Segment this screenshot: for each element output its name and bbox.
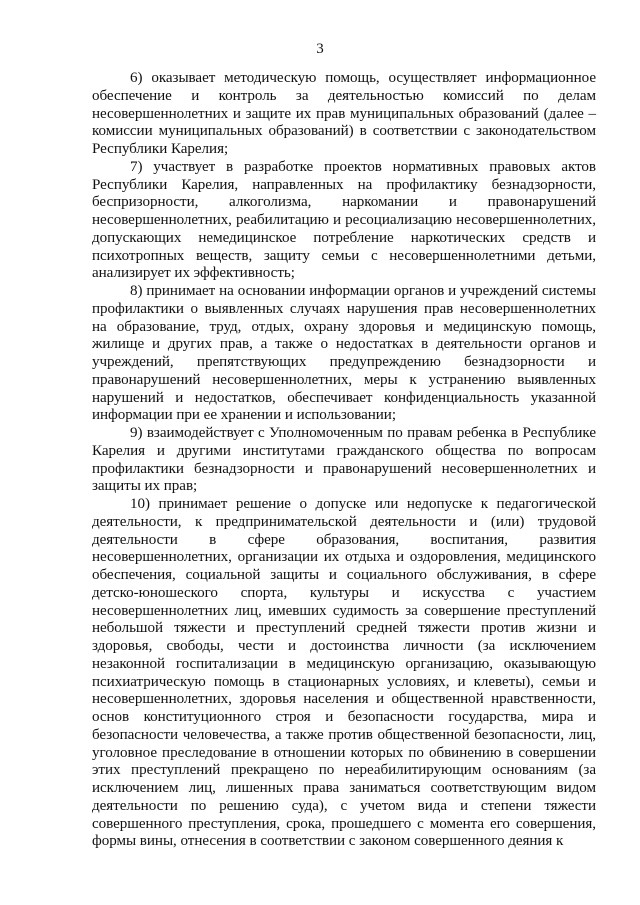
paragraph-item-7: 7) участвует в разработке проектов нормативных правовых актов Республики Карелия, направленных на профилактику безнадзорности, беспризорности, алкоголизма, наркомании и правонарушений несовершеннолетних, реабилитацию и ресоциализацию несовершеннолетних, допускающих немедицинское потребление наркотических средств и психотропных веществ, защиту семьи с несовершеннолетними детьми, анализирует их эффективность;: [92, 158, 596, 282]
page-number: 3: [316, 41, 324, 57]
paragraph-item-8: 8) принимает на основании информации органов и учреждений системы профилактики о выявленных случаях нарушения прав несовершеннолетних на образование, труд, отдых, охрану здоровья и медицинскую помощь, жилище и других прав, а также о недостатках в деятельности органов и учреждений, препятствующих предупреждению безнадзорности и правонарушений несовершеннолетних, меры к устранению выявленных нарушений и недостатков, обеспечивает конфиденциальность указанной информации при ее хранении и использовании;: [92, 283, 596, 424]
paragraph-item-6: 6) оказывает методическую помощь, осуществляет информационное обеспечение и контроль за деятельностью комиссий по делам несовершеннолетних и защите их прав муниципальных образований (далее – комиссии муниципальных образований) в соответствии с законодательством Республики Карелия;: [92, 70, 596, 157]
paragraph-item-9: 9) взаимодействует с Уполномоченным по правам ребенка в Республике Карелия и другими институтами гражданского общества по вопросам профилактики безнадзорности и правонарушений несовершеннолетних и защиты их прав;: [92, 425, 596, 495]
document-body: [92, 70, 596, 851]
paragraph-item-10: 10) принимает решение о допуске или недопуске к педагогической деятельности, к предпринимательской деятельности и (или) трудовой деятельности в сфере образования, воспитания, развития несовершеннолетних, организации их отдыха и оздоровления, медицинского обеспечения, социальной защиты и социального обслуживания, в сфере детско-юношеского спорта, культуры и искусства с участием несовершеннолетних лиц, имевших судимость за совершение преступлений небольшой тяжести и преступлений средней тяжести против жизни и здоровья, свободы, чести и достоинства личности (за исключением незаконной госпитализации в медицинскую организацию, оказывающую психиатрическую помощь в стационарных условиях, и клеветы), семьи и несовершеннолетних, здоровья населения и общественной нравственности, основ конституционного строя и безопасности государства, мира и безопасности человечества, а также против общественной безопасности, лиц, уголовное преследование в отношении которых по обвинению в совершении этих преступлений прекращено по нереабилитирующим основаниям (за исключением лиц, лишенных права заниматься соответствующим видом деятельности по решению суда), с учетом вида и степени тяжести совершенного преступления, срока, прошедшего с момента его совершения, формы вины, отнесения в соответствии с законом совершенного деяния к: [92, 496, 596, 850]
